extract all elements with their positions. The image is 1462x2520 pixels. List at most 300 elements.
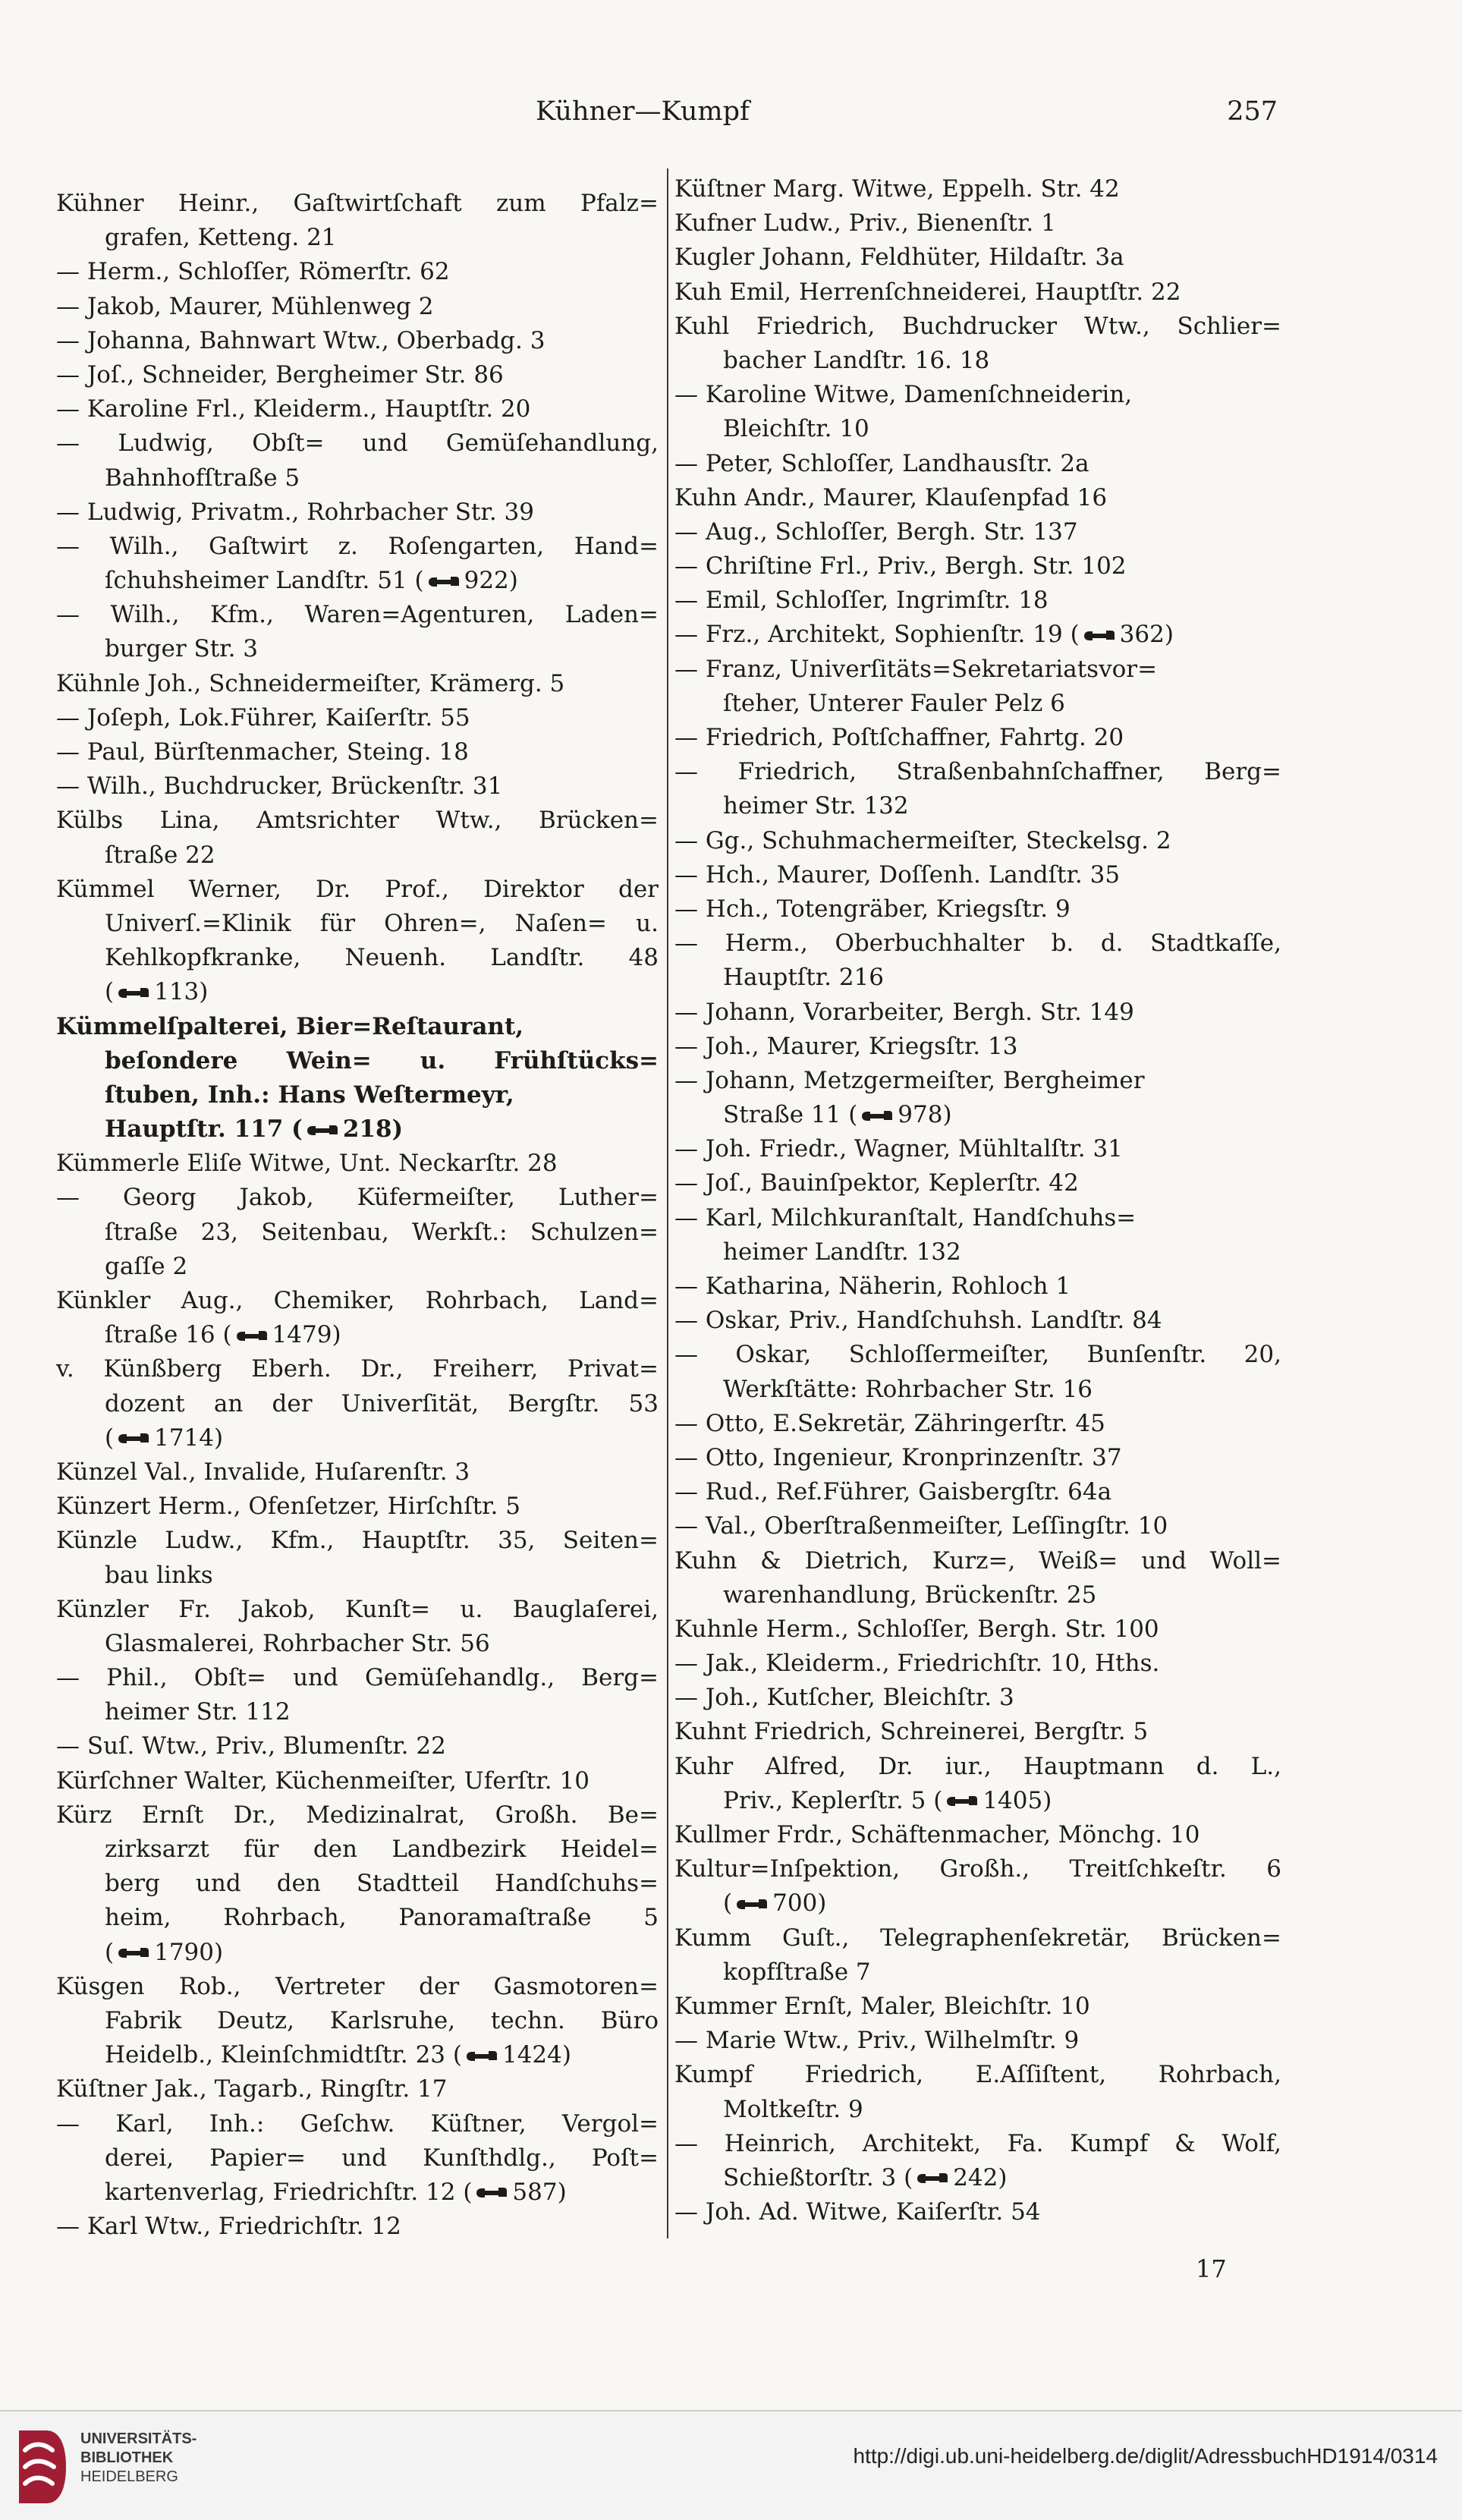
entry-line bbox=[56, 2004, 659, 2038]
entry-text: Kummer Ernſt, Maler, Bleichſtr. 10 bbox=[674, 1992, 1090, 2020]
entry-text: — Joſ., Bauinſpektor, Keplerſtr. 42 bbox=[674, 1169, 1079, 1197]
entry-text: Hauptſtr. 216 bbox=[723, 964, 885, 992]
directory-entry bbox=[674, 2195, 1281, 2229]
entry-line bbox=[674, 1612, 1281, 1647]
directory-entry bbox=[56, 1593, 659, 1661]
entry-line bbox=[674, 1955, 1281, 1990]
entry-line bbox=[674, 1647, 1281, 1681]
entry-line bbox=[56, 941, 659, 975]
entry-line bbox=[56, 1181, 659, 1215]
entry-line bbox=[674, 858, 1281, 892]
directory-entry bbox=[674, 858, 1281, 892]
entry-text: ( bbox=[105, 978, 115, 1006]
telephone-number: 1424) bbox=[501, 2041, 571, 2069]
entry-line bbox=[56, 1044, 659, 1078]
entry-text: — Friedrich, Poſtſchaffner, Fahrtg. 20 bbox=[674, 724, 1124, 751]
entry-text: heimer Str. 112 bbox=[105, 1698, 291, 1726]
entry-line bbox=[56, 358, 659, 392]
entry-text: ( bbox=[105, 1424, 115, 1452]
entry-line bbox=[56, 1490, 659, 1524]
entry-text: v. Künßberg Eberh. Dr., Freiherr, Privat= bbox=[56, 1355, 659, 1383]
entry-text: — Wilh., Buchdrucker, Brückenſtr. 31 bbox=[56, 772, 503, 801]
entry-line bbox=[56, 701, 659, 735]
entry-text: Künkler Aug., Chemiker, Rohrbach, Land= bbox=[56, 1287, 659, 1314]
entry-line bbox=[56, 187, 659, 221]
directory-entry bbox=[674, 755, 1281, 823]
directory-entry bbox=[56, 358, 659, 392]
entry-line bbox=[674, 2058, 1281, 2092]
entry-text: kartenverlag, Friedrichſtr. 12 ( bbox=[105, 2178, 473, 2206]
telephone-icon bbox=[736, 1898, 768, 1911]
entry-text: — Joh. Ad. Witwe, Kaiſerſtr. 54 bbox=[674, 2198, 1041, 2226]
directory-entry bbox=[56, 255, 659, 289]
entry-text: — Ludwig, Privatm., Rohrbacher Str. 39 bbox=[56, 498, 534, 526]
directory-entry bbox=[56, 290, 659, 324]
entry-line bbox=[674, 789, 1281, 823]
entry-text: — Jakob, Maurer, Mühlenweg 2 bbox=[56, 292, 434, 320]
entry-line bbox=[674, 275, 1281, 310]
entry-line bbox=[56, 461, 659, 496]
entry-line bbox=[674, 1921, 1281, 1955]
entry-line bbox=[56, 632, 659, 666]
entry-line bbox=[56, 873, 659, 907]
entry-line bbox=[674, 584, 1281, 618]
telephone-number: 362) bbox=[1119, 621, 1174, 649]
entry-line bbox=[674, 1441, 1281, 1475]
directory-entry bbox=[674, 2058, 1281, 2126]
entry-line bbox=[56, 1352, 659, 1386]
entry-text: — Phil., Obſt= und Gemüſehandlg., Berg= bbox=[56, 1664, 659, 1692]
entry-line bbox=[674, 1475, 1281, 1509]
entry-text: Künzler Fr. Jakob, Kunſt= u. Bauglaſerei, bbox=[56, 1595, 659, 1623]
entry-line bbox=[56, 1833, 659, 1867]
entry-line bbox=[674, 653, 1281, 687]
entry-line bbox=[674, 1784, 1281, 1818]
entry-text: — Jak., Kleiderm., Friedrichſtr. 10, Hths. bbox=[674, 1650, 1160, 1678]
directory-entry bbox=[674, 1647, 1281, 1681]
left-column bbox=[56, 187, 659, 2244]
entry-line bbox=[674, 1030, 1281, 1064]
telephone-icon bbox=[118, 986, 149, 1000]
right-column bbox=[674, 172, 1281, 2229]
directory-entry bbox=[674, 1852, 1281, 1921]
entry-text: — Joh. Friedr., Wagner, Mühltalſtr. 31 bbox=[674, 1135, 1123, 1163]
entry-line bbox=[674, 1750, 1281, 1784]
entry-text: — Rud., Ref.Führer, Gaisbergſtr. 64a bbox=[674, 1478, 1112, 1506]
directory-entry bbox=[674, 721, 1281, 755]
directory-entry bbox=[674, 1166, 1281, 1200]
entry-line bbox=[56, 1764, 659, 1798]
entry-text: — Franz, Univerſitäts=Sekretariatsvor= bbox=[674, 655, 1158, 683]
entry-text: ſtuben, Inh.: Hans Weſtermeyr, bbox=[105, 1081, 514, 1109]
telephone-number: 113) bbox=[154, 978, 209, 1006]
entry-text: — Ludwig, Obſt= und Gemüſehandlung, bbox=[56, 429, 659, 458]
directory-entry bbox=[674, 310, 1281, 378]
directory-entry bbox=[674, 1475, 1281, 1509]
entry-text: ( bbox=[105, 1938, 115, 1966]
directory-entry bbox=[674, 1921, 1281, 1990]
entry-line bbox=[674, 206, 1281, 241]
source-url: http://digi.ub.uni-heidelberg.de/diglit/AdressbuchHD1914/0314 bbox=[853, 2444, 1438, 2468]
entry-line bbox=[56, 1936, 659, 1970]
entry-line bbox=[674, 1166, 1281, 1200]
entry-line bbox=[674, 1990, 1281, 2024]
directory-entry bbox=[56, 701, 659, 735]
telephone-icon bbox=[307, 1124, 338, 1137]
telephone-number: 242) bbox=[953, 2163, 1008, 2191]
directory-entry bbox=[674, 584, 1281, 618]
entry-text: Kühnle Joh., Schneidermeiſter, Krämerg. 5 bbox=[56, 669, 565, 697]
directory-entry bbox=[674, 206, 1281, 241]
directory-entry bbox=[674, 1269, 1281, 1304]
entry-line bbox=[56, 392, 659, 426]
entry-text: — Joh., Kutſcher, Bleichſtr. 3 bbox=[674, 1684, 1014, 1712]
telephone-number: 1405) bbox=[983, 1786, 1052, 1814]
entry-text: — Karl, Inh.: Geſchw. Küſtner, Vergol= bbox=[56, 2109, 659, 2138]
entry-line bbox=[56, 907, 659, 941]
entry-text: Kumm Guſt., Telegraphenſekretär, Brücken= bbox=[674, 1924, 1281, 1952]
entry-line bbox=[56, 1112, 659, 1147]
entry-text: — Friedrich, Straßenbahnſchaffner, Berg= bbox=[674, 758, 1281, 786]
entry-line bbox=[56, 838, 659, 873]
entry-line bbox=[674, 1304, 1281, 1338]
entry-line bbox=[56, 769, 659, 804]
library-name-line: HEIDELBERG bbox=[80, 2468, 178, 2485]
entry-line bbox=[56, 1318, 659, 1352]
telephone-number: 1714) bbox=[154, 1424, 224, 1452]
entry-line bbox=[56, 598, 659, 632]
library-name bbox=[80, 2430, 197, 2487]
entry-line bbox=[56, 1250, 659, 1284]
entry-line bbox=[56, 290, 659, 324]
entry-text: heimer Landſtr. 132 bbox=[723, 1238, 961, 1266]
entry-text: — Aug., Schloſſer, Bergh. Str. 137 bbox=[674, 518, 1078, 546]
entry-line bbox=[56, 735, 659, 769]
university-library-logo-icon bbox=[16, 2427, 69, 2506]
entry-text: — Otto, E.Sekretär, Zähringerſtr. 45 bbox=[674, 1409, 1105, 1437]
entry-line bbox=[56, 564, 659, 598]
directory-entry bbox=[56, 598, 659, 666]
entry-line bbox=[56, 1421, 659, 1455]
entry-line bbox=[674, 996, 1281, 1030]
directory-entry bbox=[674, 1750, 1281, 1818]
entry-line bbox=[674, 1064, 1281, 1098]
entry-text: ſtraße 22 bbox=[105, 841, 215, 869]
entry-text: Küsgen Rob., Vertreter der Gasmotoren= bbox=[56, 1972, 659, 2000]
directory-entry bbox=[56, 1352, 659, 1455]
entry-text: Kufner Ludw., Priv., Bienenſtr. 1 bbox=[674, 209, 1056, 238]
entry-text: Priv., Keplerſtr. 5 ( bbox=[723, 1786, 943, 1814]
directory-entry bbox=[674, 481, 1281, 515]
entry-text: Kultur=Inſpektion, Großh., Treitſchkeſtr. 6 bbox=[674, 1855, 1281, 1883]
entry-line bbox=[674, 1269, 1281, 1304]
telephone-number: 978) bbox=[898, 1101, 952, 1129]
entry-line bbox=[674, 1886, 1281, 1921]
telephone-icon bbox=[466, 2050, 498, 2063]
directory-entry bbox=[56, 769, 659, 804]
entry-line bbox=[674, 1235, 1281, 1269]
entry-text: — Katharina, Näherin, Rohloch 1 bbox=[674, 1273, 1071, 1300]
entry-text: Kümmelſpalterei, Bier=Reſtaurant, bbox=[56, 1012, 524, 1040]
library-name-line: UNIVERSITÄTS- bbox=[80, 2430, 197, 2447]
entry-line bbox=[674, 1681, 1281, 1715]
entry-text: Kümmerle Eliſe Witwe, Unt. Neckarſtr. 28 bbox=[56, 1150, 558, 1178]
telephone-icon bbox=[917, 2172, 948, 2185]
entry-text: — Suſ. Wtw., Priv., Blumenſtr. 22 bbox=[56, 1732, 446, 1760]
telephone-icon bbox=[118, 1432, 149, 1446]
entry-text: — Hch., Totengräber, Kriegsſtr. 9 bbox=[674, 895, 1071, 923]
directory-entry bbox=[56, 873, 659, 1010]
entry-text: Kühner Heinr., Gaſtwirtſchaft zum Pfalz= bbox=[56, 190, 659, 217]
directory-entry bbox=[56, 1181, 659, 1284]
entry-line bbox=[674, 1338, 1281, 1372]
directory-entry bbox=[56, 2107, 659, 2210]
entry-line bbox=[56, 496, 659, 530]
entry-text: Kürſchner Walter, Küchenmeiſter, Uferſtr. 10 bbox=[56, 1767, 590, 1795]
directory-entry bbox=[674, 1509, 1281, 1543]
entry-text: Kuhn Andr., Maurer, Klauſenpfad 16 bbox=[674, 483, 1108, 511]
entry-text: Kullmer Frdr., Schäftenmacher, Mönchg. 10 bbox=[674, 1821, 1200, 1848]
directory-entry bbox=[674, 1407, 1281, 1441]
entry-text: Moltkeſtr. 9 bbox=[723, 2095, 863, 2123]
library-name-line: BIBLIOTHEK bbox=[80, 2449, 174, 2466]
viewer-footer bbox=[0, 2410, 1462, 2520]
running-head: Kühner—Kumpf bbox=[536, 96, 750, 127]
directory-entry bbox=[674, 1681, 1281, 1715]
entry-text: Künzert Herm., Ofenſetzer, Hirſchſtr. 5 bbox=[56, 1493, 520, 1521]
directory-entry bbox=[674, 1338, 1281, 1406]
entry-text: — Gg., Schuhmachermeiſter, Steckelsg. 2 bbox=[674, 826, 1171, 854]
entry-line bbox=[56, 1078, 659, 1112]
directory-entry bbox=[56, 392, 659, 426]
entry-text: Künzle Ludw., Kfm., Hauptſtr. 35, Seiten= bbox=[56, 1527, 659, 1555]
entry-text: Fabrik Deutz, Karlsruhe, techn. Büro bbox=[105, 2006, 659, 2034]
directory-entry bbox=[674, 447, 1281, 481]
entry-line bbox=[674, 618, 1281, 652]
directory-entry bbox=[674, 549, 1281, 584]
entry-text: — Karl, Milchkuranſtalt, Handſchuhs= bbox=[674, 1203, 1137, 1232]
directory-entry bbox=[56, 1798, 659, 1970]
entry-text: — Wilh., Kfm., Waren=Agenturen, Laden= bbox=[56, 601, 659, 629]
entry-line bbox=[674, 1852, 1281, 1886]
directory-entry bbox=[56, 1284, 659, 1352]
telephone-number: 922) bbox=[464, 567, 518, 595]
entry-text: — Peter, Schloſſer, Landhausſtr. 2a bbox=[674, 449, 1089, 477]
entry-line bbox=[674, 549, 1281, 584]
entry-text: Kehlkopfkranke, Neuenh. Landſtr. 48 bbox=[105, 944, 659, 972]
directory-entry bbox=[56, 2072, 659, 2106]
entry-text: burger Str. 3 bbox=[105, 635, 259, 663]
entry-text: Kuhnle Herm., Schloſſer, Bergh. Str. 100 bbox=[674, 1615, 1159, 1643]
directory-entry bbox=[56, 496, 659, 530]
directory-entry bbox=[56, 2210, 659, 2244]
entry-line bbox=[56, 1284, 659, 1318]
directory-entry bbox=[674, 378, 1281, 446]
telephone-number: 1479) bbox=[272, 1321, 341, 1349]
entry-text: Hauptſtr. 117 ( bbox=[105, 1115, 303, 1144]
directory-entry bbox=[674, 241, 1281, 275]
entry-line bbox=[674, 515, 1281, 549]
entry-line bbox=[56, 1901, 659, 1935]
entry-line bbox=[56, 1387, 659, 1421]
entry-line bbox=[674, 2127, 1281, 2161]
directory-entry bbox=[674, 2127, 1281, 2195]
directory-entry bbox=[674, 1441, 1281, 1475]
entry-text: — Val., Oberſtraßenmeiſter, Leſſingſtr. 10 bbox=[674, 1512, 1168, 1540]
entry-text: heim, Rohrbach, Panoramaſtraße 5 bbox=[105, 1904, 659, 1932]
telephone-number: 1790) bbox=[154, 1938, 224, 1966]
directory-entry bbox=[56, 530, 659, 598]
entry-line bbox=[56, 1216, 659, 1250]
directory-entry bbox=[56, 1455, 659, 1490]
entry-text: — Karoline Witwe, Damenſchneiderin, bbox=[674, 381, 1133, 409]
directory-entry bbox=[56, 1147, 659, 1181]
entry-text: — Chriſtine Frl., Priv., Bergh. Str. 102 bbox=[674, 552, 1127, 580]
entry-text: — Oskar, Priv., Handſchuhsh. Landſtr. 84 bbox=[674, 1307, 1162, 1335]
entry-text: dozent an der Univerſität, Bergſtr. 53 bbox=[105, 1389, 659, 1417]
entry-line bbox=[56, 1867, 659, 1901]
entry-text: Heidelb., Kleinſchmidtſtr. 23 ( bbox=[105, 2041, 462, 2069]
entry-line bbox=[674, 172, 1281, 206]
entry-text: — Joſeph, Lok.Führer, Kaiſerſtr. 55 bbox=[56, 703, 470, 731]
telephone-icon bbox=[946, 1795, 978, 1808]
entry-text: — Marie Wtw., Priv., Wilhelmſtr. 9 bbox=[674, 2027, 1080, 2055]
directory-entry bbox=[674, 618, 1281, 652]
entry-line bbox=[56, 324, 659, 358]
entry-text: Kugler Johann, Feldhüter, Hildaſtr. 3a bbox=[674, 244, 1124, 272]
entry-text: Kuh Emil, Herrenſchneiderei, Hauptſtr. 22 bbox=[674, 278, 1181, 306]
entry-line bbox=[56, 2210, 659, 2244]
entry-text: Kürz Ernſt Dr., Medizinalrat, Großh. Be= bbox=[56, 1801, 659, 1829]
directory-entry bbox=[56, 1764, 659, 1798]
entry-text: — Wilh., Gaſtwirt z. Roſengarten, Hand= bbox=[56, 532, 659, 560]
entry-line bbox=[56, 255, 659, 289]
entry-line bbox=[674, 412, 1281, 446]
directory-entry bbox=[56, 324, 659, 358]
entry-text: — Emil, Schloſſer, Ingrimſtr. 18 bbox=[674, 587, 1049, 615]
entry-text: — Frz., Architekt, Sophienſtr. 19 ( bbox=[674, 621, 1080, 649]
entry-text: — Karoline Frl., Kleiderm., Hauptſtr. 20 bbox=[56, 395, 531, 423]
entry-line bbox=[674, 1544, 1281, 1578]
directory-entry bbox=[56, 804, 659, 872]
entry-line bbox=[674, 1201, 1281, 1235]
entry-text: ſteher, Unterer Fauler Pelz 6 bbox=[723, 689, 1065, 717]
entry-text: ( bbox=[723, 1889, 733, 1918]
entry-line bbox=[56, 667, 659, 701]
entry-line bbox=[56, 2072, 659, 2106]
entry-text: Univerſ.=Klinik für Ohren=, Naſen= u. bbox=[105, 909, 659, 937]
directory-entry bbox=[674, 996, 1281, 1030]
entry-line bbox=[56, 1729, 659, 1763]
entry-text: — Paul, Bürſtenmacher, Steing. 18 bbox=[56, 738, 469, 766]
entry-text: heimer Str. 132 bbox=[723, 792, 909, 820]
entry-text: — Herm., Schloſſer, Römerſtr. 62 bbox=[56, 258, 450, 286]
page-number: 257 bbox=[1227, 96, 1278, 127]
entry-text: — Johanna, Bahnwart Wtw., Oberbadg. 3 bbox=[56, 326, 545, 354]
entry-text: beſondere Wein= u. Frühſtücks= bbox=[105, 1046, 659, 1074]
entry-text: Kümmel Werner, Dr. Prof., Direktor der bbox=[56, 875, 659, 903]
entry-text: — Heinrich, Architekt, Fa. Kumpf & Wolf, bbox=[674, 2129, 1281, 2157]
entry-line bbox=[56, 2176, 659, 2210]
entry-text: — Johann, Vorarbeiter, Bergh. Str. 149 bbox=[674, 998, 1134, 1026]
entry-line bbox=[674, 927, 1281, 961]
directory-entry bbox=[674, 1064, 1281, 1132]
entry-line bbox=[674, 1715, 1281, 1749]
entry-text: Külbs Lina, Amtsrichter Wtw., Brücken= bbox=[56, 807, 659, 835]
entry-text: Bahnhofſtraße 5 bbox=[105, 464, 300, 492]
entry-text: ſtraße 23, Seitenbau, Werkſt.: Schulzen= bbox=[105, 1218, 659, 1246]
column-divider bbox=[667, 168, 668, 2238]
directory-entry bbox=[56, 187, 659, 255]
telephone-number: 218) bbox=[342, 1115, 404, 1144]
entry-text: — Johann, Metzgermeiſter, Bergheimer bbox=[674, 1066, 1145, 1094]
telephone-icon bbox=[1083, 629, 1115, 643]
directory-entry bbox=[674, 1990, 1281, 2024]
directory-entry bbox=[674, 1818, 1281, 1852]
directory-entry bbox=[674, 824, 1281, 858]
entry-text: — Herm., Oberbuchhalter b. d. Stadtkaſſe, bbox=[674, 930, 1281, 958]
entry-line bbox=[674, 1818, 1281, 1852]
entry-line bbox=[674, 447, 1281, 481]
entry-line bbox=[674, 1407, 1281, 1441]
entry-line bbox=[674, 1509, 1281, 1543]
entry-text: bau links bbox=[105, 1561, 213, 1589]
entry-line bbox=[674, 1132, 1281, 1166]
directory-entry bbox=[674, 1544, 1281, 1612]
directory-entry bbox=[674, 927, 1281, 995]
directory-entry bbox=[674, 515, 1281, 549]
entry-line bbox=[56, 2038, 659, 2072]
directory-entry bbox=[56, 1490, 659, 1524]
directory-entry bbox=[56, 1729, 659, 1763]
entry-line bbox=[56, 1627, 659, 1661]
entry-text: Schießtorſtr. 3 ( bbox=[723, 2163, 913, 2191]
entry-line bbox=[56, 975, 659, 1009]
entry-text: Kuhl Friedrich, Buchdrucker Wtw., Schlier= bbox=[674, 312, 1281, 340]
directory-entry bbox=[674, 1030, 1281, 1064]
entry-text: — Hch., Maurer, Doſſenh. Landſtr. 35 bbox=[674, 860, 1121, 889]
entry-text: Bleichſtr. 10 bbox=[723, 415, 869, 443]
directory-entry bbox=[56, 1010, 659, 1147]
entry-line bbox=[56, 221, 659, 255]
entry-line bbox=[674, 721, 1281, 755]
entry-line bbox=[56, 530, 659, 564]
entry-text: zirksarzt für den Landbezirk Heidel= bbox=[105, 1836, 659, 1863]
entry-line bbox=[674, 2195, 1281, 2229]
entry-line bbox=[674, 2093, 1281, 2127]
telephone-icon bbox=[236, 1329, 268, 1343]
entry-text: Kuhnt Friedrich, Schreinerei, Bergſtr. 5 bbox=[674, 1718, 1149, 1746]
telephone-icon bbox=[861, 1109, 893, 1123]
entry-line bbox=[56, 2141, 659, 2176]
entry-text: bacher Landſtr. 16. 18 bbox=[723, 346, 990, 374]
entry-text: ſchuhsheimer Landſtr. 51 ( bbox=[105, 567, 424, 595]
entry-text: — Karl Wtw., Friedrichſtr. 12 bbox=[56, 2213, 401, 2241]
entry-line bbox=[674, 755, 1281, 789]
entry-text: Küſtner Jak., Tagarb., Ringſtr. 17 bbox=[56, 2075, 448, 2103]
entry-line bbox=[56, 1455, 659, 1490]
entry-line bbox=[674, 892, 1281, 927]
entry-line bbox=[56, 1559, 659, 1593]
entry-line bbox=[56, 1524, 659, 1558]
entry-line bbox=[56, 1970, 659, 2004]
entry-line bbox=[674, 1098, 1281, 1132]
entry-text: — Joh., Maurer, Kriegsſtr. 13 bbox=[674, 1032, 1018, 1060]
entry-line bbox=[56, 804, 659, 838]
telephone-number: 587) bbox=[512, 2178, 567, 2206]
telephone-icon bbox=[428, 575, 460, 589]
directory-entry bbox=[674, 1201, 1281, 1269]
